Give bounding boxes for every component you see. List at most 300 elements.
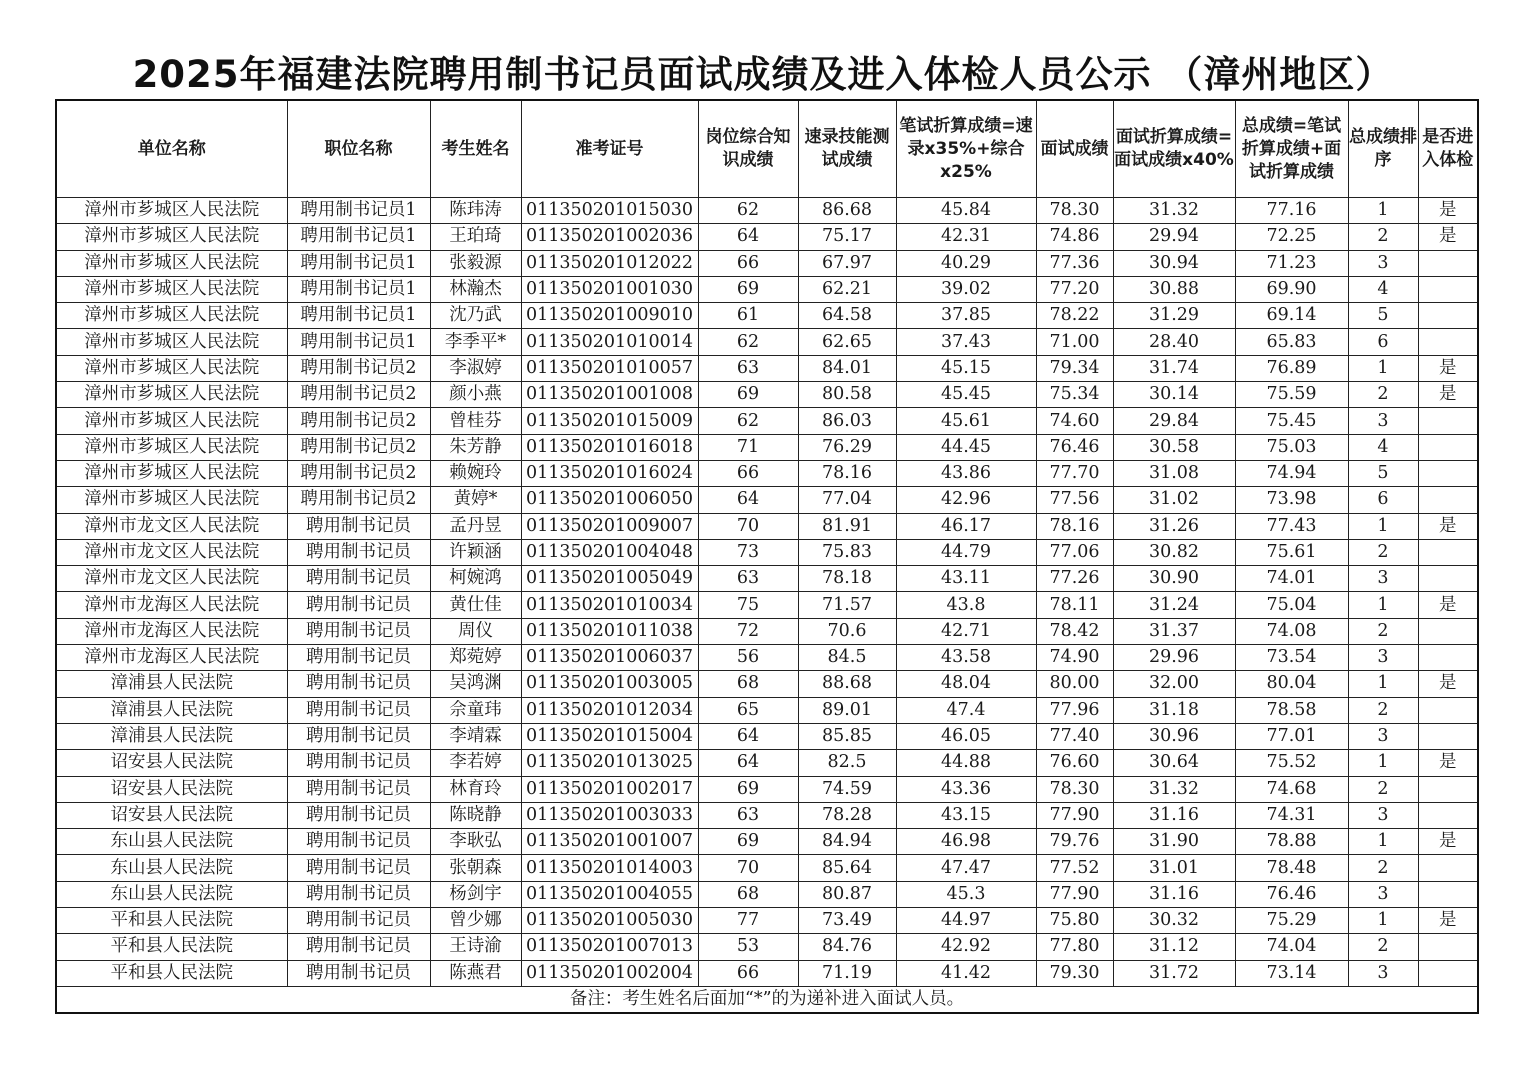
cell-unit: 漳州市芗城区人民法院 <box>56 329 287 355</box>
cell-interview: 77.70 <box>1036 460 1113 486</box>
cell-interview-conv: 31.12 <box>1113 934 1235 960</box>
cell-knowledge: 56 <box>698 645 798 671</box>
cell-ticket: 011350201004055 <box>521 881 698 907</box>
cell-rank: 2 <box>1348 697 1418 723</box>
cell-typing: 67.97 <box>798 250 896 276</box>
cell-typing: 81.91 <box>798 513 896 539</box>
cell-rank: 2 <box>1348 539 1418 565</box>
table-row <box>56 487 1478 513</box>
cell-name: 曾桂芬 <box>430 408 521 434</box>
table-row <box>56 802 1478 828</box>
table-row <box>56 829 1478 855</box>
cell-total: 77.01 <box>1235 723 1348 749</box>
cell-physical <box>1418 645 1478 671</box>
cell-interview-conv: 31.16 <box>1113 802 1235 828</box>
cell-ticket: 011350201009010 <box>521 303 698 329</box>
cell-position: 聘用制书记员 <box>287 671 430 697</box>
cell-rank: 1 <box>1348 592 1418 618</box>
table-row <box>56 198 1478 224</box>
cell-physical: 是 <box>1418 829 1478 855</box>
cell-name: 陈晓静 <box>430 802 521 828</box>
cell-written: 43.15 <box>896 802 1036 828</box>
table-row <box>56 566 1478 592</box>
cell-interview: 77.26 <box>1036 566 1113 592</box>
cell-name: 吴鸿渊 <box>430 671 521 697</box>
cell-knowledge: 63 <box>698 802 798 828</box>
cell-name: 朱芳静 <box>430 434 521 460</box>
cell-ticket: 011350201010034 <box>521 592 698 618</box>
cell-knowledge: 64 <box>698 487 798 513</box>
cell-ticket: 011350201003005 <box>521 671 698 697</box>
cell-physical <box>1418 539 1478 565</box>
cell-interview: 76.46 <box>1036 434 1113 460</box>
cell-interview-conv: 30.96 <box>1113 723 1235 749</box>
cell-knowledge: 75 <box>698 592 798 618</box>
cell-interview: 79.76 <box>1036 829 1113 855</box>
table-row <box>56 303 1478 329</box>
cell-interview: 76.60 <box>1036 750 1113 776</box>
table-row <box>56 908 1478 934</box>
cell-typing: 78.16 <box>798 460 896 486</box>
cell-knowledge: 64 <box>698 750 798 776</box>
cell-position: 聘用制书记员1 <box>287 250 430 276</box>
cell-total: 73.54 <box>1235 645 1348 671</box>
cell-unit: 东山县人民法院 <box>56 829 287 855</box>
cell-written: 42.71 <box>896 618 1036 644</box>
cell-interview: 77.52 <box>1036 855 1113 881</box>
cell-position: 聘用制书记员 <box>287 539 430 565</box>
cell-typing: 86.03 <box>798 408 896 434</box>
cell-position: 聘用制书记员 <box>287 645 430 671</box>
cell-interview: 78.42 <box>1036 618 1113 644</box>
note-row <box>56 986 1478 1013</box>
cell-rank: 2 <box>1348 382 1418 408</box>
cell-interview: 78.11 <box>1036 592 1113 618</box>
cell-position: 聘用制书记员 <box>287 802 430 828</box>
cell-unit: 平和县人民法院 <box>56 908 287 934</box>
cell-rank: 3 <box>1348 881 1418 907</box>
cell-rank: 2 <box>1348 776 1418 802</box>
cell-written: 45.15 <box>896 355 1036 381</box>
table-row <box>56 592 1478 618</box>
cell-physical <box>1418 250 1478 276</box>
cell-rank: 1 <box>1348 355 1418 381</box>
cell-unit: 诏安县人民法院 <box>56 802 287 828</box>
cell-position: 聘用制书记员 <box>287 723 430 749</box>
cell-unit: 漳州市龙文区人民法院 <box>56 513 287 539</box>
cell-interview: 77.36 <box>1036 250 1113 276</box>
table-row <box>56 355 1478 381</box>
cell-knowledge: 71 <box>698 434 798 460</box>
cell-ticket: 011350201004048 <box>521 539 698 565</box>
cell-ticket: 011350201001007 <box>521 829 698 855</box>
cell-rank: 1 <box>1348 671 1418 697</box>
cell-name: 柯婉鸿 <box>430 566 521 592</box>
cell-rank: 3 <box>1348 566 1418 592</box>
cell-ticket: 011350201002004 <box>521 960 698 986</box>
cell-physical <box>1418 329 1478 355</box>
cell-physical: 是 <box>1418 382 1478 408</box>
cell-typing: 84.76 <box>798 934 896 960</box>
cell-total: 74.01 <box>1235 566 1348 592</box>
cell-typing: 84.01 <box>798 355 896 381</box>
cell-knowledge: 70 <box>698 513 798 539</box>
cell-unit: 东山县人民法院 <box>56 855 287 881</box>
cell-typing: 77.04 <box>798 487 896 513</box>
cell-position: 聘用制书记员 <box>287 960 430 986</box>
cell-interview: 79.34 <box>1036 355 1113 381</box>
cell-rank: 4 <box>1348 276 1418 302</box>
cell-position: 聘用制书记员2 <box>287 382 430 408</box>
table-row <box>56 671 1478 697</box>
cell-knowledge: 63 <box>698 355 798 381</box>
cell-unit: 漳州市芗城区人民法院 <box>56 355 287 381</box>
table-row <box>56 460 1478 486</box>
cell-written: 47.47 <box>896 855 1036 881</box>
cell-written: 45.84 <box>896 198 1036 224</box>
cell-physical: 是 <box>1418 198 1478 224</box>
cell-ticket: 011350201002036 <box>521 224 698 250</box>
cell-name: 周仪 <box>430 618 521 644</box>
cell-position: 聘用制书记员 <box>287 776 430 802</box>
cell-name: 黄仕佳 <box>430 592 521 618</box>
cell-unit: 漳浦县人民法院 <box>56 697 287 723</box>
cell-position: 聘用制书记员 <box>287 750 430 776</box>
cell-name: 陈玮涛 <box>430 198 521 224</box>
cell-physical <box>1418 487 1478 513</box>
table-row <box>56 723 1478 749</box>
table-row <box>56 434 1478 460</box>
cell-written: 39.02 <box>896 276 1036 302</box>
cell-ticket: 011350201015004 <box>521 723 698 749</box>
cell-ticket: 011350201009007 <box>521 513 698 539</box>
cell-typing: 64.58 <box>798 303 896 329</box>
cell-name: 李若婷 <box>430 750 521 776</box>
cell-typing: 84.5 <box>798 645 896 671</box>
cell-written: 44.45 <box>896 434 1036 460</box>
cell-ticket: 011350201010014 <box>521 329 698 355</box>
cell-rank: 3 <box>1348 723 1418 749</box>
cell-interview-conv: 31.01 <box>1113 855 1235 881</box>
cell-interview-conv: 31.29 <box>1113 303 1235 329</box>
cell-typing: 62.65 <box>798 329 896 355</box>
cell-written: 44.97 <box>896 908 1036 934</box>
cell-written: 42.92 <box>896 934 1036 960</box>
cell-knowledge: 68 <box>698 881 798 907</box>
cell-rank: 3 <box>1348 802 1418 828</box>
cell-written: 47.4 <box>896 697 1036 723</box>
cell-ticket: 011350201012022 <box>521 250 698 276</box>
cell-written: 42.31 <box>896 224 1036 250</box>
cell-position: 聘用制书记员2 <box>287 408 430 434</box>
cell-name: 李靖霖 <box>430 723 521 749</box>
cell-interview-conv: 31.37 <box>1113 618 1235 644</box>
cell-typing: 78.28 <box>798 802 896 828</box>
cell-interview-conv: 30.88 <box>1113 276 1235 302</box>
cell-name: 林育玲 <box>430 776 521 802</box>
cell-unit: 漳州市芗城区人民法院 <box>56 276 287 302</box>
cell-interview: 75.34 <box>1036 382 1113 408</box>
cell-typing: 74.59 <box>798 776 896 802</box>
cell-ticket: 011350201001008 <box>521 382 698 408</box>
cell-knowledge: 69 <box>698 382 798 408</box>
cell-name: 林瀚杰 <box>430 276 521 302</box>
cell-physical <box>1418 776 1478 802</box>
cell-physical: 是 <box>1418 513 1478 539</box>
cell-total: 76.89 <box>1235 355 1348 381</box>
cell-typing: 85.64 <box>798 855 896 881</box>
note: 备注：考生姓名后面加“*”的为递补进入面试人员。 <box>56 986 1478 1013</box>
cell-written: 44.88 <box>896 750 1036 776</box>
cell-name: 佘童玮 <box>430 697 521 723</box>
table-row <box>56 539 1478 565</box>
cell-physical <box>1418 881 1478 907</box>
cell-rank: 2 <box>1348 855 1418 881</box>
cell-knowledge: 64 <box>698 723 798 749</box>
cell-physical: 是 <box>1418 592 1478 618</box>
table-row <box>56 250 1478 276</box>
cell-name: 李耿弘 <box>430 829 521 855</box>
cell-name: 沈乃武 <box>430 303 521 329</box>
cell-name: 颜小燕 <box>430 382 521 408</box>
cell-ticket: 011350201014003 <box>521 855 698 881</box>
cell-unit: 漳州市芗城区人民法院 <box>56 408 287 434</box>
cell-typing: 70.6 <box>798 618 896 644</box>
cell-written: 46.98 <box>896 829 1036 855</box>
cell-interview: 77.80 <box>1036 934 1113 960</box>
cell-typing: 80.87 <box>798 881 896 907</box>
table-row <box>56 881 1478 907</box>
header-row <box>56 100 1478 198</box>
table-row <box>56 697 1478 723</box>
cell-written: 46.05 <box>896 723 1036 749</box>
cell-typing: 62.21 <box>798 276 896 302</box>
cell-position: 聘用制书记员1 <box>287 276 430 302</box>
cell-unit: 漳州市龙文区人民法院 <box>56 566 287 592</box>
cell-unit: 漳州市龙海区人民法院 <box>56 645 287 671</box>
cell-interview-conv: 30.90 <box>1113 566 1235 592</box>
cell-interview-conv: 31.02 <box>1113 487 1235 513</box>
cell-position: 聘用制书记员2 <box>287 355 430 381</box>
cell-knowledge: 72 <box>698 618 798 644</box>
cell-total: 74.08 <box>1235 618 1348 644</box>
cell-interview-conv: 29.96 <box>1113 645 1235 671</box>
cell-interview: 77.40 <box>1036 723 1113 749</box>
cell-interview-conv: 31.72 <box>1113 960 1235 986</box>
cell-physical <box>1418 723 1478 749</box>
header-unit: 单位名称 <box>56 100 287 198</box>
table-row <box>56 750 1478 776</box>
cell-total: 76.46 <box>1235 881 1348 907</box>
cell-total: 69.14 <box>1235 303 1348 329</box>
cell-ticket: 011350201001030 <box>521 276 698 302</box>
cell-written: 37.43 <box>896 329 1036 355</box>
cell-interview: 74.60 <box>1036 408 1113 434</box>
cell-physical <box>1418 303 1478 329</box>
cell-position: 聘用制书记员 <box>287 855 430 881</box>
cell-knowledge: 69 <box>698 829 798 855</box>
cell-position: 聘用制书记员1 <box>287 198 430 224</box>
cell-interview-conv: 29.84 <box>1113 408 1235 434</box>
cell-interview-conv: 31.74 <box>1113 355 1235 381</box>
cell-typing: 86.68 <box>798 198 896 224</box>
page-title: 2025年福建法院聘用制书记员面试成绩及进入体检人员公示 （漳州地区） <box>132 53 1394 96</box>
cell-physical: 是 <box>1418 224 1478 250</box>
cell-interview: 77.90 <box>1036 802 1113 828</box>
cell-name: 王诗渝 <box>430 934 521 960</box>
cell-total: 78.88 <box>1235 829 1348 855</box>
cell-interview-conv: 31.24 <box>1113 592 1235 618</box>
cell-rank: 2 <box>1348 618 1418 644</box>
cell-interview-conv: 31.32 <box>1113 198 1235 224</box>
header-physical: 是否进入体检 <box>1418 100 1478 198</box>
table-row <box>56 645 1478 671</box>
cell-name: 许颖涵 <box>430 539 521 565</box>
cell-written: 43.58 <box>896 645 1036 671</box>
cell-unit: 东山县人民法院 <box>56 881 287 907</box>
cell-knowledge: 66 <box>698 960 798 986</box>
cell-typing: 85.85 <box>798 723 896 749</box>
cell-unit: 诏安县人民法院 <box>56 776 287 802</box>
cell-knowledge: 62 <box>698 329 798 355</box>
cell-unit: 漳州市芗城区人民法院 <box>56 434 287 460</box>
table-row <box>56 618 1478 644</box>
cell-interview-conv: 31.32 <box>1113 776 1235 802</box>
cell-unit: 诏安县人民法院 <box>56 750 287 776</box>
cell-position: 聘用制书记员 <box>287 697 430 723</box>
cell-rank: 3 <box>1348 960 1418 986</box>
cell-physical <box>1418 566 1478 592</box>
cell-typing: 89.01 <box>798 697 896 723</box>
cell-unit: 平和县人民法院 <box>56 960 287 986</box>
cell-written: 43.11 <box>896 566 1036 592</box>
cell-name: 赖婉玲 <box>430 460 521 486</box>
cell-interview-conv: 30.64 <box>1113 750 1235 776</box>
header-typing: 速录技能测试成绩 <box>798 100 896 198</box>
cell-total: 75.29 <box>1235 908 1348 934</box>
cell-interview-conv: 30.82 <box>1113 539 1235 565</box>
cell-position: 聘用制书记员2 <box>287 460 430 486</box>
cell-rank: 3 <box>1348 250 1418 276</box>
cell-rank: 1 <box>1348 198 1418 224</box>
cell-physical <box>1418 934 1478 960</box>
cell-physical <box>1418 434 1478 460</box>
cell-knowledge: 64 <box>698 224 798 250</box>
cell-typing: 82.5 <box>798 750 896 776</box>
cell-unit: 漳浦县人民法院 <box>56 671 287 697</box>
cell-ticket: 011350201015030 <box>521 198 698 224</box>
cell-typing: 73.49 <box>798 908 896 934</box>
cell-ticket: 011350201005049 <box>521 566 698 592</box>
cell-written: 43.36 <box>896 776 1036 802</box>
cell-total: 71.23 <box>1235 250 1348 276</box>
cell-typing: 75.17 <box>798 224 896 250</box>
table-row <box>56 776 1478 802</box>
cell-ticket: 011350201013025 <box>521 750 698 776</box>
cell-ticket: 011350201011038 <box>521 618 698 644</box>
header-written: 笔试折算成绩=速录x35%+综合x25% <box>896 100 1036 198</box>
cell-total: 74.94 <box>1235 460 1348 486</box>
cell-interview-conv: 30.32 <box>1113 908 1235 934</box>
cell-name: 杨剑宇 <box>430 881 521 907</box>
cell-name: 孟丹昱 <box>430 513 521 539</box>
cell-total: 75.03 <box>1235 434 1348 460</box>
cell-interview: 77.90 <box>1036 881 1113 907</box>
cell-ticket: 011350201005030 <box>521 908 698 934</box>
cell-physical <box>1418 802 1478 828</box>
cell-rank: 2 <box>1348 934 1418 960</box>
cell-written: 46.17 <box>896 513 1036 539</box>
cell-total: 78.58 <box>1235 697 1348 723</box>
cell-interview-conv: 29.94 <box>1113 224 1235 250</box>
cell-total: 75.45 <box>1235 408 1348 434</box>
cell-total: 74.04 <box>1235 934 1348 960</box>
cell-total: 80.04 <box>1235 671 1348 697</box>
header-rank: 总成绩排序 <box>1348 100 1418 198</box>
cell-ticket: 011350201016024 <box>521 460 698 486</box>
cell-ticket: 011350201002017 <box>521 776 698 802</box>
cell-position: 聘用制书记员 <box>287 934 430 960</box>
cell-name: 王珀琦 <box>430 224 521 250</box>
cell-interview-conv: 30.58 <box>1113 434 1235 460</box>
cell-total: 72.25 <box>1235 224 1348 250</box>
cell-total: 74.68 <box>1235 776 1348 802</box>
cell-name: 郑菀婷 <box>430 645 521 671</box>
cell-interview-conv: 30.94 <box>1113 250 1235 276</box>
cell-knowledge: 63 <box>698 566 798 592</box>
cell-total: 65.83 <box>1235 329 1348 355</box>
cell-physical <box>1418 408 1478 434</box>
cell-knowledge: 62 <box>698 408 798 434</box>
cell-total: 75.59 <box>1235 382 1348 408</box>
cell-rank: 3 <box>1348 408 1418 434</box>
cell-position: 聘用制书记员 <box>287 566 430 592</box>
cell-knowledge: 73 <box>698 539 798 565</box>
cell-name: 曾少娜 <box>430 908 521 934</box>
cell-interview: 78.30 <box>1036 198 1113 224</box>
cell-written: 45.3 <box>896 881 1036 907</box>
cell-written: 40.29 <box>896 250 1036 276</box>
cell-name: 陈燕君 <box>430 960 521 986</box>
cell-interview-conv: 30.14 <box>1113 382 1235 408</box>
cell-position: 聘用制书记员 <box>287 513 430 539</box>
cell-knowledge: 65 <box>698 697 798 723</box>
cell-rank: 1 <box>1348 513 1418 539</box>
table-row <box>56 408 1478 434</box>
cell-interview: 78.30 <box>1036 776 1113 802</box>
header-knowledge: 岗位综合知识成绩 <box>698 100 798 198</box>
cell-rank: 1 <box>1348 750 1418 776</box>
cell-interview: 75.80 <box>1036 908 1113 934</box>
cell-knowledge: 53 <box>698 934 798 960</box>
cell-position: 聘用制书记员 <box>287 829 430 855</box>
cell-position: 聘用制书记员 <box>287 592 430 618</box>
cell-name: 张毅源 <box>430 250 521 276</box>
cell-knowledge: 68 <box>698 671 798 697</box>
cell-interview-conv: 31.18 <box>1113 697 1235 723</box>
cell-rank: 2 <box>1348 224 1418 250</box>
header-ticket: 准考证号 <box>521 100 698 198</box>
cell-total: 75.61 <box>1235 539 1348 565</box>
cell-rank: 3 <box>1348 645 1418 671</box>
cell-position: 聘用制书记员 <box>287 881 430 907</box>
cell-typing: 84.94 <box>798 829 896 855</box>
cell-unit: 漳州市龙文区人民法院 <box>56 539 287 565</box>
header-interview-conv: 面试折算成绩=面试成绩x40% <box>1113 100 1235 198</box>
cell-written: 42.96 <box>896 487 1036 513</box>
cell-total: 75.04 <box>1235 592 1348 618</box>
cell-typing: 71.19 <box>798 960 896 986</box>
